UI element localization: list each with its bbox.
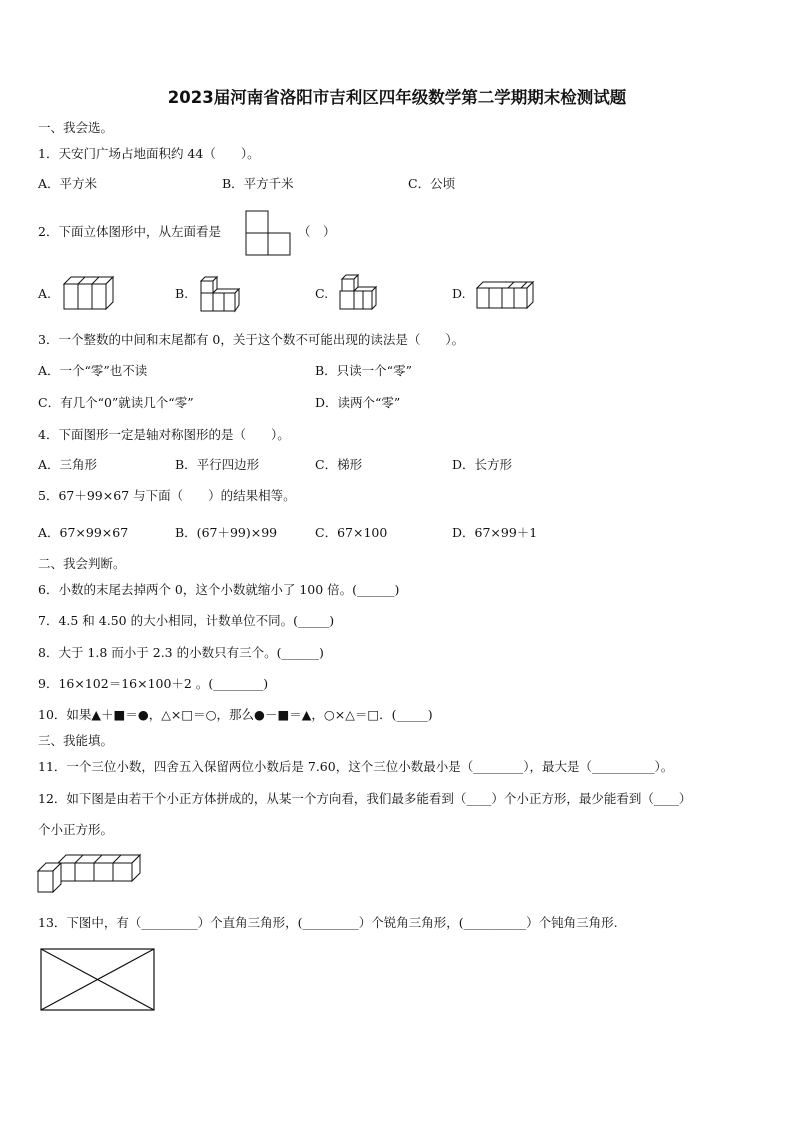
- q5-option-b: B．(67＋99)×99: [175, 525, 278, 540]
- section-heading-1: 一、我会选。: [38, 120, 114, 135]
- question-7: 7．4.5 和 4.50 的大小相同，计数单位不同。(_____): [38, 613, 335, 628]
- question-9: 9．16×102＝16×100＋2 。(________): [38, 676, 269, 691]
- q5-option-d: D．67×99＋1: [452, 525, 538, 540]
- q4-option-d: D．长方形: [452, 457, 513, 472]
- question-8: 8．大于 1.8 而小于 2.3 的小数只有三个。(______): [38, 645, 324, 660]
- q2-option-b-label: B.: [175, 286, 189, 301]
- q4-option-b: B．平行四边形: [175, 457, 260, 472]
- cube-figure-d: [475, 280, 535, 310]
- q5-option-a: A．67×99×67: [38, 525, 129, 540]
- q2-option-a-label: A.: [38, 286, 52, 301]
- q3-option-c: C．有几个“0”就读几个“零”: [38, 395, 194, 410]
- question-2: 2．下面立体图形中，从左面看是: [38, 224, 221, 239]
- question-11: 11．一个三位小数，四舍五入保留两位小数后是 7.60，这个三位小数最小是（________），最大是（__________）。: [38, 759, 674, 774]
- question-3: 3．一个整数的中间和末尾都有 0，关于这个数不可能出现的读法是（ ）。: [38, 332, 465, 347]
- question-10: 10．如果▲＋■＝●，△×□＝○，那么●－■＝▲，○×△＝□．(_____): [38, 707, 433, 722]
- q1-option-a: A．平方米: [38, 176, 98, 191]
- q2-option-c-label: C.: [315, 286, 329, 301]
- cube-figure-c: [338, 273, 378, 311]
- cube-figure-a: [63, 275, 115, 311]
- q3-option-a: A．一个“零”也不读: [38, 363, 148, 378]
- question-12-line-2: 个小正方形。: [38, 822, 114, 837]
- q5-option-c: C．67×100: [315, 525, 388, 540]
- question-13: 13．下图中，有（_________）个直角三角形，(_________）个锐角三角形，(__________）个钝角三角形.: [38, 915, 618, 930]
- q1-option-b: B．平方千米: [222, 176, 294, 191]
- q2-option-d-label: D.: [452, 286, 466, 301]
- cube-figure-b: [199, 275, 241, 313]
- q3-option-b: B．只读一个“零”: [315, 363, 412, 378]
- question-4: 4．下面图形一定是轴对称图形的是（ ）。: [38, 427, 290, 442]
- cube-row-figure: [36, 853, 142, 895]
- q3-option-d: D．读两个“零”: [315, 395, 401, 410]
- section-heading-3: 三、我能填。: [38, 733, 114, 748]
- q1-option-c: C．公顷: [408, 176, 456, 191]
- left-view-figure: [245, 210, 293, 256]
- question-5: 5．67＋99×67 与下面（ ）的结果相等。: [38, 488, 296, 503]
- q4-option-c: C．梯形: [315, 457, 363, 472]
- page-title: 2023届河南省洛阳市吉利区四年级数学第二学期期末检测试题: [167, 88, 627, 107]
- rectangle-diagonals-figure: [40, 948, 156, 1012]
- question-12-line-1: 12．如下图是由若干个小正方体拼成的，从某一个方向看，我们最多能看到（____）个小正方形，最少能看到（____）: [38, 791, 692, 806]
- question-6: 6．小数的末尾去掉两个 0，这个小数就缩小了 100 倍。(______): [38, 582, 400, 597]
- section-heading-2: 二、我会判断。: [38, 556, 126, 571]
- q4-option-a: A．三角形: [38, 457, 98, 472]
- question-1: 1．天安门广场占地面积约 44（ ）。: [38, 146, 260, 161]
- q2-answer-paren: （ ）: [298, 224, 336, 239]
